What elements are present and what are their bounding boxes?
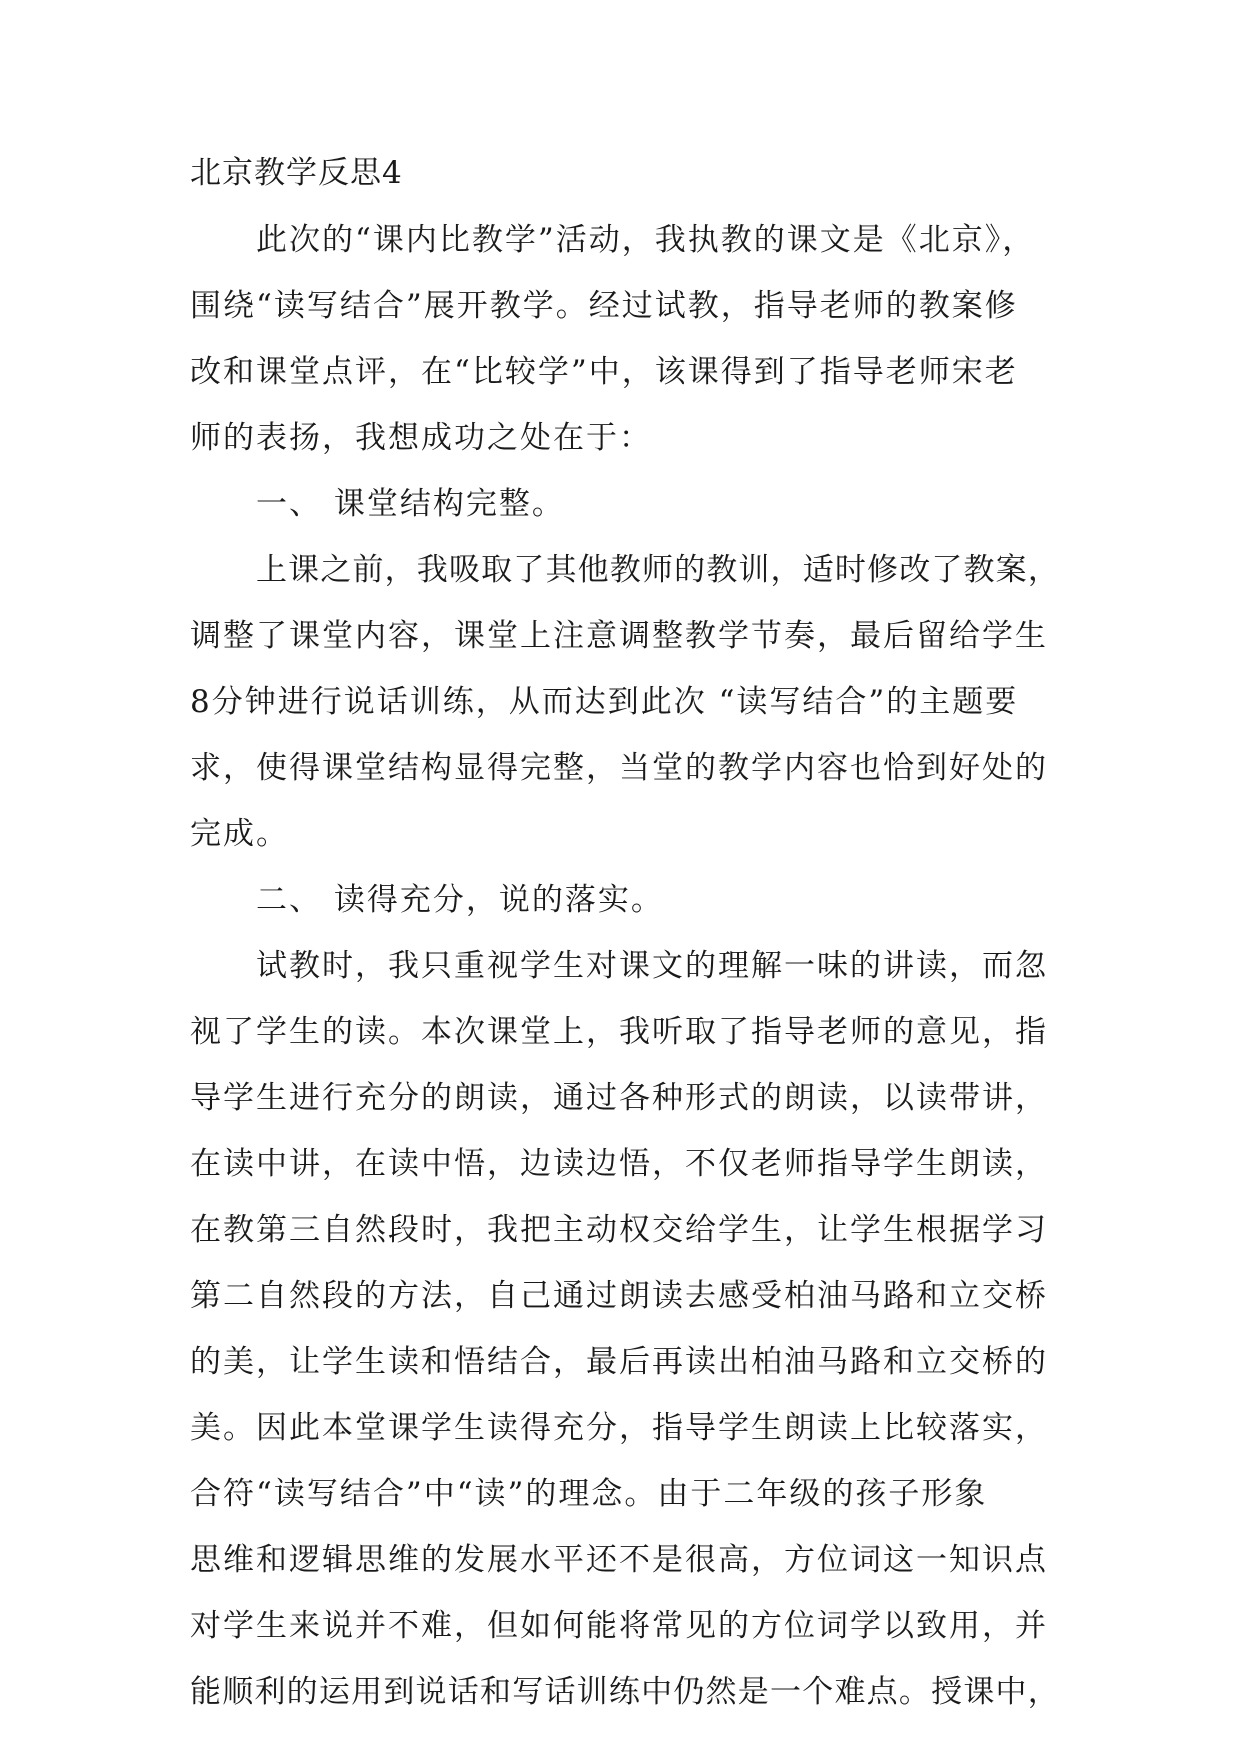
text-line: 在教第三自然段时，我把主动权交给学生，让学生根据学习 xyxy=(190,1212,1048,1248)
text-line: 视了学生的读。本次课堂上，我听取了指导老师的意见，指 xyxy=(190,1014,1048,1050)
text-line: 对学生来说并不难，但如何能将常见的方位词学以致用，并 xyxy=(190,1608,1048,1644)
text-line: 改和课堂点评，在“比较学”中，该课得到了指导老师宋老 xyxy=(190,354,1018,390)
text-line: 思维和逻辑思维的发展水平还不是很高，方位词这一知识点 xyxy=(190,1542,1048,1578)
text-line: 完成。 xyxy=(190,816,289,852)
text-line: 合符“读写结合”中“读”的理念。由于二年级的孩子形象 xyxy=(190,1476,988,1512)
document-body xyxy=(190,207,1060,1725)
text-line: 8分钟进行说话训练，从而达到此次 “读写结合”的主题要 xyxy=(190,684,1019,720)
text-line: 师的表扬，我想成功之处在于： xyxy=(190,420,652,456)
text-line: 求，使得课堂结构显得完整，当堂的教学内容也恰到好处的 xyxy=(190,750,1048,786)
text-line: 围绕“读写结合”展开教学。经过试教，指导老师的教案修 xyxy=(190,288,1018,324)
text-line: 能顺利的运用到说话和写话训练中仍然是一个难点。授课中， xyxy=(190,1674,1060,1710)
text-line: 上课之前，我吸取了其他教师的教训，适时修改了教案， xyxy=(256,552,1060,588)
text-line: 导学生进行充分的朗读，通过各种形式的朗读，以读带讲， xyxy=(190,1080,1048,1116)
text-line: 二、 读得充分，说的落实。 xyxy=(256,882,664,918)
text-line: 第二自然段的方法，自己通过朗读去感受柏油马路和立交桥 xyxy=(190,1278,1048,1314)
document-title: 北京教学反思4 xyxy=(190,155,403,191)
text-line: 调整了课堂内容，课堂上注意调整教学节奏，最后留给学生 xyxy=(190,618,1048,654)
text-line: 一、 课堂结构完整。 xyxy=(256,486,565,522)
text-line: 在读中讲，在读中悟，边读边悟，不仅老师指导学生朗读， xyxy=(190,1146,1048,1182)
text-line: 此次的“课内比教学”活动，我执教的课文是《北京》， xyxy=(256,222,1036,258)
text-line: 试教时，我只重视学生对课文的理解一味的讲读，而忽 xyxy=(256,948,1048,984)
text-line: 美。因此本堂课学生读得充分，指导学生朗读上比较落实， xyxy=(190,1410,1048,1446)
text-line: 的美，让学生读和悟结合，最后再读出柏油马路和立交桥的 xyxy=(190,1344,1048,1380)
document-page xyxy=(190,150,1060,1725)
